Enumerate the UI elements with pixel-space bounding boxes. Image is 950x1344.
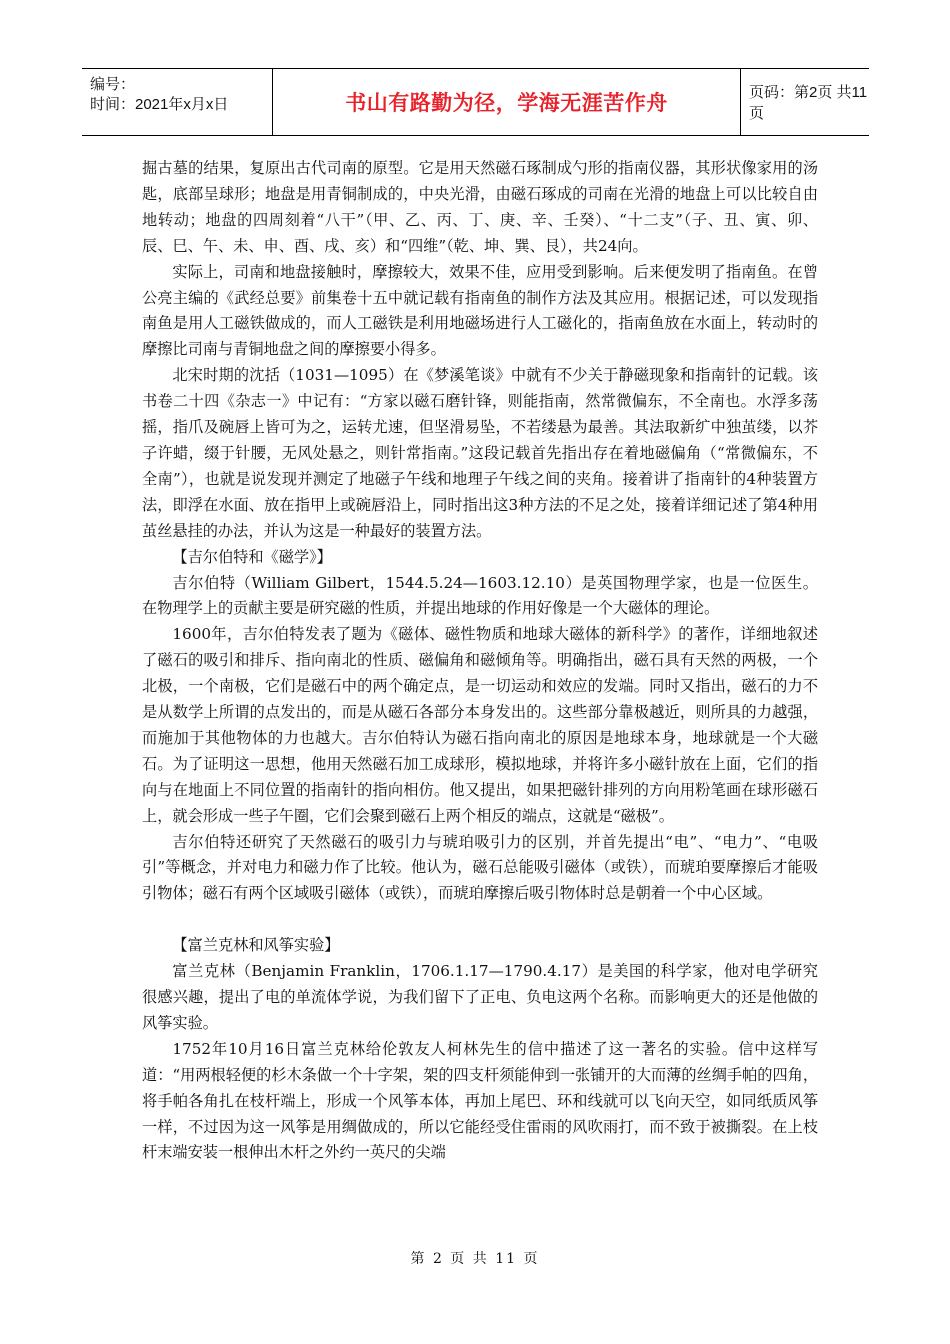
page-header xyxy=(82,68,869,136)
section-heading: 【富兰克林和风筝实验】 xyxy=(172,936,340,955)
paragraph: 北宋时期的沈括（1031—1095）在《梦溪笔谈》中就有不少关于静磁现象和指南针的记载。该书卷二十四《杂志一》中记有：“方家以磁石磨针锋，则能指南，然常微偏东，不全南也。水浮多荡摇，指爪及碗唇上皆可为之，运转尤速，但坚滑易坠，不若缕悬为最善。其法取新纩中独茧缕，以芥子许蜡，缀于针腰，无风处悬之，则针常指南。”这段记载首先指出存在着地磁偏角（“常微偏东，不全南”），也就是说发现并测定了地磁子午线和地理子午线之间的夹角。接着讲了指南针的4种装置方法，即浮在水面、放在指甲上或碗唇沿上，同时指出这3种方法的不足之处，接着详细记述了第4种用茧丝悬挂的办法，并认为这是一种最好的装置方法。 xyxy=(142,366,818,540)
paragraph: 掘古墓的结果，复原出古代司南的原型。它是用天然磁石琢制成勺形的指南仪器，其形状像家用的汤匙，底部呈球形；地盘是用青铜制成的，中央光滑，由磁石琢成的司南在光滑的地盘上可以比较自由地转动；地盘的四周刻着“八干”（甲、乙、丙、丁、庚、辛、壬癸）、“十二支”（子、丑、寅、卯、辰、巳、午、未、申、酉、戌、亥）和“四维”（乾、坤、巽、艮），共24向。 xyxy=(142,159,818,255)
paragraph: 富兰克林（Benjamin Franklin，1706.1.17—1790.4.17）是美国的科学家，他对电学研究很感兴趣，提出了电的单流体学说，为我们留下了正电、负电这两个名称。而影响更大的还是他做的风筝实验。 xyxy=(142,962,818,1032)
header-meta xyxy=(82,69,272,135)
paragraph: 吉尔伯特还研究了天然磁石的吸引力与琥珀吸引力的区别，并首先提出“电”、“电力”、“电吸引”等概念，并对电力和磁力作了比较。他认为，磁石总能吸引磁体（或铁），而琥珀要摩擦后才能吸引物体；磁石有两个区域吸引磁体（或铁），而琥珀摩擦后吸引物体时总是朝着一个中心区域。 xyxy=(142,832,818,903)
header-motto-cell xyxy=(272,69,741,135)
header-page-cell xyxy=(739,69,869,135)
document-body xyxy=(142,156,818,1166)
paragraph: 吉尔伯特（William Gilbert，1544.5.24—1603.12.10）是英国物理学家，也是一位医生。在物理学上的贡献主要是研究磁的性质，并提出地球的作用好像是一个大磁体的理论。 xyxy=(142,573,818,618)
header-page-number: 页码：第2页 共11页 xyxy=(749,84,868,122)
section-heading: 【吉尔伯特和《磁学》】 xyxy=(172,547,332,566)
header-motto: 书山有路勤为径，学海无涯苦作舟 xyxy=(345,91,668,115)
paragraph: 1600年，吉尔伯特发表了题为《磁体、磁性物质和地球大磁体的新科学》的著作，详细地叙述了磁石的吸引和排斥、指向南北的性质、磁偏角和磁倾角等。明确指出，磁石具有天然的两极，一个北极，一个南极，它们是磁石中的两个确定点，是一切运动和效应的发端。同时又指出，磁石的力不是从数学上所谓的点发出的，而是从磁石各部分本身发出的。这些部分靠极越近，则所具的力越强，而施加于其他物体的力也越大。吉尔伯特认为磁石指向南北的原因是地球本身，地球就是一个大磁石。为了证明这一思想，他用天然磁石加工成球形，模拟地球，并将许多小磁针放在上面，它们的指向与在地面上不同位置的指南针的指向相仿。他又提出，如果把磁针排列的方向用粉笔画在球形磁石上，就会形成一些子午圈，它们会聚到磁石上两个相反的端点，这就是“磁极”。 xyxy=(142,625,818,825)
document-date-label: 时间：2021年x月x日 xyxy=(90,96,229,113)
paragraph: 实际上，司南和地盘接触时，摩擦较大，效果不佳，应用受到影响。后来便发明了指南鱼。在曾公亮主编的《武经总要》前集卷十五中就记载有指南鱼的制作方法及其应用。根据记述，可以发现指南鱼是用人工磁铁做成的，而人工磁铁是利用地磁场进行人工磁化的，指南鱼放在水面上，转动时的摩擦比司南与青铜地盘之间的摩擦要小得多。 xyxy=(142,262,818,359)
paragraph: 1752年10月16日富兰克林给伦敦友人柯林先生的信中描述了这一著名的实验。信中这样写道：“用两根轻便的杉木条做一个十字架，架的四支杆须能伸到一张铺开的大而薄的丝绸手帕的四角，将手帕各角扎在枝杆端上，形成一个风筝本体，再加上尾巴、环和线就可以飞向天空，如同纸质风筝一样，不过因为这一风筝是用绸做成的，所以它能经受住雷雨的风吹雨打，而不致于被撕裂。在上枝杆末端安装一根伸出木杆之外约一英尺的尖端 xyxy=(142,1039,819,1162)
page-footer: 第 2 页 共 11 页 xyxy=(410,1251,540,1267)
document-number-label: 编号： xyxy=(90,76,136,93)
paragraph-spacer xyxy=(142,907,818,933)
